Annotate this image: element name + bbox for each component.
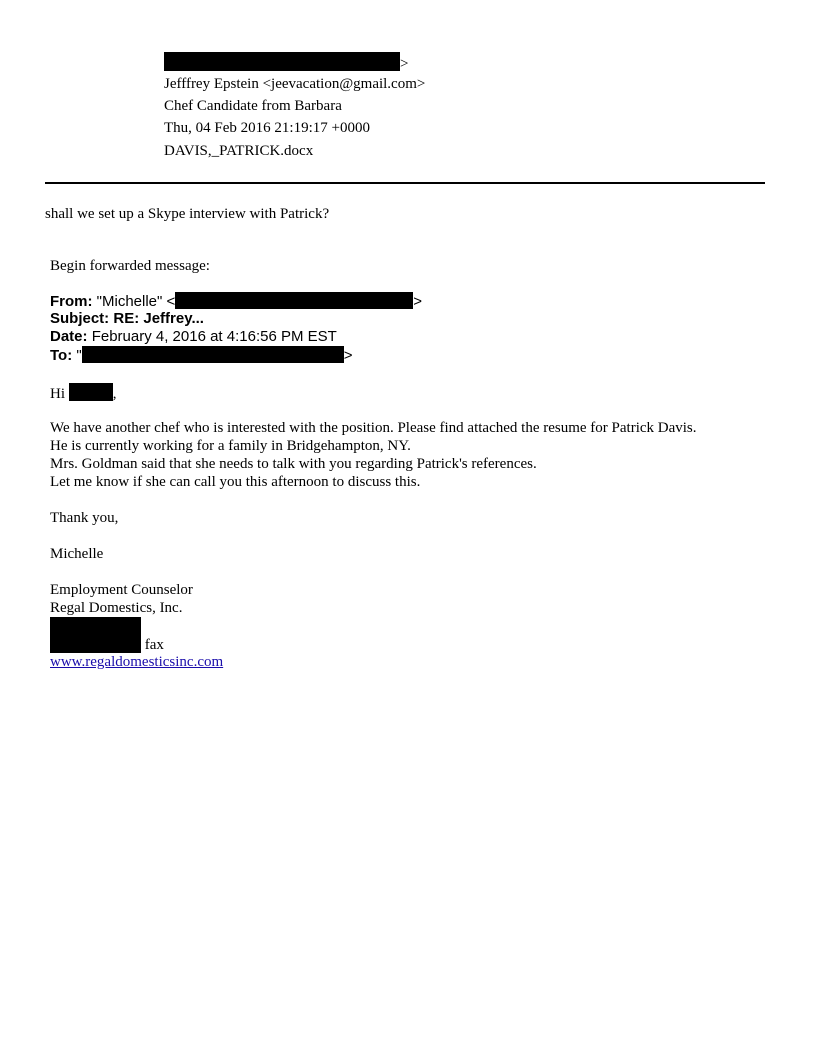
message-line-4: Let me know if she can call you this afternoon to discuss this.: [50, 474, 421, 490]
fwd-subject-label: Subject:: [50, 310, 110, 327]
fwd-to-label: To:: [50, 347, 73, 364]
attachment-file[interactable]: DAVIS,_PATRICK.docx: [164, 143, 314, 159]
from-value: [164, 52, 408, 74]
message-line-1: We have another chef who is interested with the position. Please find attached the resume for Patrick Davis.: [50, 420, 697, 436]
fwd-date-label: Date:: [50, 328, 88, 345]
fwd-from-suffix: >: [413, 293, 423, 310]
to-value: Jefffrey Epstein <jeevacation@gmail.com>: [164, 76, 426, 92]
greeting: [50, 383, 117, 403]
date-value: Thu, 04 Feb 2016 21:19:17 +0000: [164, 120, 370, 136]
fwd-from-label: From:: [50, 293, 93, 310]
company-name: Regal Domestics, Inc.: [50, 600, 183, 616]
message-line-2: He is currently working for a family in Bridgehampton, NY.: [50, 438, 411, 454]
signer-title: Employment Counselor: [50, 582, 193, 598]
signer-name: Michelle: [50, 546, 104, 562]
fwd-date-value: February 4, 2016 at 4:16:56 PM EST: [91, 328, 337, 345]
fwd-to-suffix: >: [343, 347, 353, 364]
intro-text: shall we set up a Skype interview with Patrick?: [45, 206, 330, 222]
closing: Thank you,: [50, 510, 119, 526]
forwarded-date-row: [50, 328, 337, 346]
website-link[interactable]: www.regaldomesticsinc.com: [50, 654, 224, 670]
fwd-to-value: ": [76, 347, 82, 364]
redaction-block: [164, 52, 400, 71]
website-row: [50, 653, 223, 671]
fax-line: [50, 635, 164, 654]
message-line-3: Mrs. Goldman said that she needs to talk with you regarding Patrick's references.: [50, 456, 537, 472]
subject-value: Chef Candidate from Barbara: [164, 98, 342, 114]
redaction-block: [50, 617, 141, 635]
redaction-block: [82, 346, 344, 363]
fax-label: fax: [144, 637, 164, 653]
forwarded-from-row: [50, 292, 422, 311]
greeting-suffix: ,: [112, 386, 117, 402]
redaction-block: [69, 383, 113, 401]
forwarded-to-row: [50, 346, 352, 365]
redaction-block: [175, 292, 413, 309]
redaction-block: [50, 635, 141, 653]
forwarded-subject-row: [50, 310, 204, 328]
header-divider: [45, 182, 765, 184]
forward-heading: Begin forwarded message:: [50, 258, 210, 274]
greeting-prefix: Hi: [50, 386, 65, 402]
from-suffix: >: [400, 56, 409, 72]
fwd-subject-value: RE: Jeffrey...: [113, 310, 204, 327]
fwd-from-value: "Michelle" <: [96, 293, 176, 310]
